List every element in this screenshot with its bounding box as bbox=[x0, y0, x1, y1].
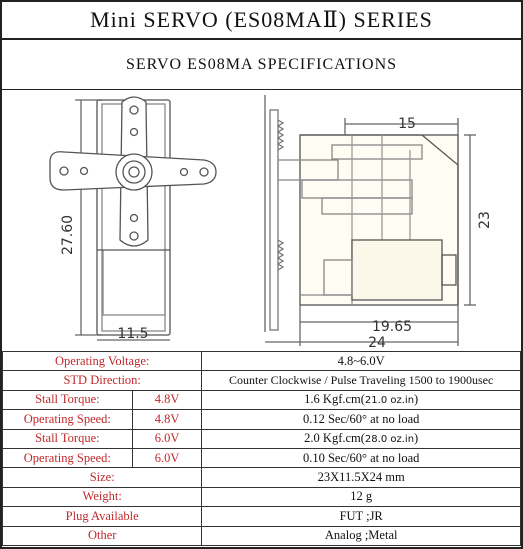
spec-value: 12 g bbox=[202, 487, 521, 506]
spec-value: 0.10 Sec/60° at no load bbox=[202, 448, 521, 467]
table-row bbox=[3, 390, 521, 409]
inner-length-label: 19.65 bbox=[371, 319, 413, 335]
width-dim-label: 11.5 bbox=[117, 326, 149, 342]
table-row bbox=[3, 468, 521, 487]
side-view bbox=[265, 95, 476, 346]
table-row bbox=[3, 507, 521, 526]
table-row bbox=[3, 526, 521, 545]
spec-value: 23X11.5X24 mm bbox=[202, 468, 521, 487]
spec-voltage: 6.0V bbox=[132, 448, 202, 467]
servo-drawing bbox=[2, 90, 521, 350]
spec-voltage: 4.8V bbox=[132, 390, 202, 409]
page-title: Mini SERVO (ES08MAⅡ) SERIES bbox=[2, 2, 521, 40]
total-length-label: 24 bbox=[368, 335, 386, 350]
spec-value: 1.6 Kgf.cm(21.0 oz.in) bbox=[202, 390, 521, 409]
table-row bbox=[3, 487, 521, 506]
spec-label: Operating Speed: bbox=[3, 448, 133, 467]
page-subtitle: SERVO ES08MA SPECIFICATIONS bbox=[2, 40, 521, 90]
spec-table bbox=[2, 351, 521, 546]
spec-value: FUT ;JR bbox=[202, 507, 521, 526]
table-row bbox=[3, 448, 521, 467]
spec-value: Analog ;Metal bbox=[202, 526, 521, 545]
spec-label: Operating Voltage: bbox=[3, 352, 202, 371]
servo-motor bbox=[352, 240, 442, 300]
spec-voltage: 4.8V bbox=[132, 410, 202, 429]
spec-label: Size: bbox=[3, 468, 202, 487]
table-row bbox=[3, 410, 521, 429]
spec-value: 0.12 Sec/60° at no load bbox=[202, 410, 521, 429]
spec-label: Plug Available bbox=[3, 507, 202, 526]
spec-value: 2.0 Kgf.cm(28.0 oz.in) bbox=[202, 429, 521, 448]
spec-label: Stall Torque: bbox=[3, 390, 133, 409]
spec-label: Stall Torque: bbox=[3, 429, 133, 448]
top-length-label: 15 bbox=[398, 116, 416, 132]
spec-label: Operating Speed: bbox=[3, 410, 133, 429]
spec-value: 4.8~6.0V bbox=[202, 352, 521, 371]
spec-label: STD Direction: bbox=[3, 371, 202, 390]
height-dim-label: 27.60 bbox=[60, 214, 76, 256]
spec-value: Counter Clockwise / Pulse Traveling 1500 to 1900usec bbox=[202, 371, 521, 390]
spec-label: Other bbox=[3, 526, 202, 545]
table-row bbox=[3, 352, 521, 371]
spec-label: Weight: bbox=[3, 487, 202, 506]
table-row bbox=[3, 371, 521, 390]
spec-voltage: 6.0V bbox=[132, 429, 202, 448]
table-row bbox=[3, 429, 521, 448]
side-height-label: 23 bbox=[477, 211, 493, 229]
